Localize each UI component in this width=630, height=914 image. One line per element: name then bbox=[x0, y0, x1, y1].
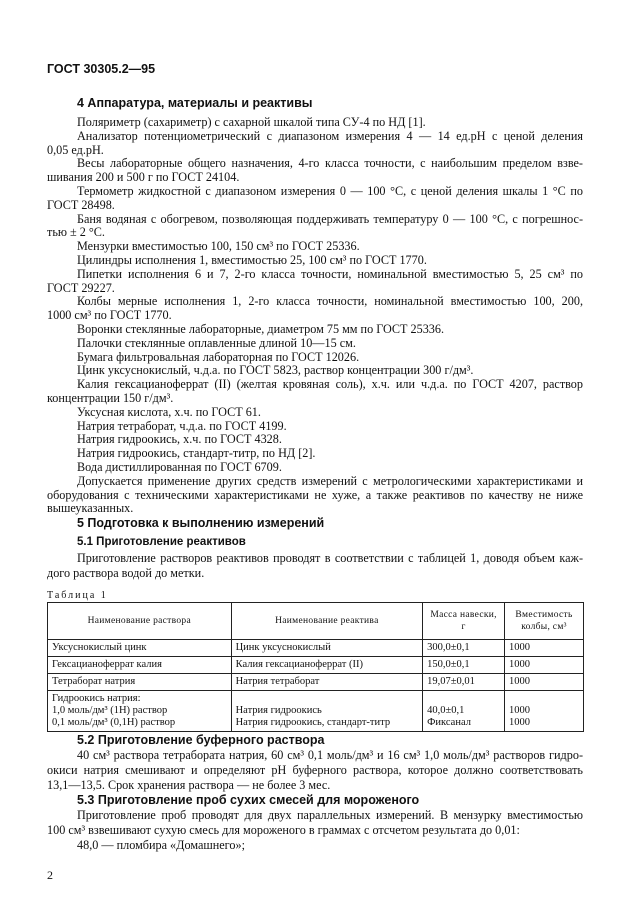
section-4-title: 4 Аппаратура, материалы и реактивы bbox=[77, 96, 313, 110]
text-line: оборудования с техническими характеристиками не хуже, а также реактивов по качеству не ниже bbox=[47, 487, 583, 502]
column-header: Наименование раствора bbox=[48, 603, 232, 640]
document-header: ГОСТ 30305.2—95 bbox=[47, 62, 156, 76]
cell-line: 1000 bbox=[509, 717, 531, 728]
text-line: вышеуказанных. bbox=[47, 501, 134, 516]
text-line: Анализатор потенциометрический с диапазоном измерения 4 — 14 ед.рН с ценой деления bbox=[77, 128, 583, 143]
text-line: окиси натрия смешивают и определяют рН буферного раствора, которое должно соответствовать bbox=[47, 763, 583, 777]
table-cell: Калия гексацианоферрат (II) bbox=[231, 657, 423, 674]
text-line: Весы лабораторные общего назначения, 4-го класса точности, с наибольшим пределом взве- bbox=[77, 156, 583, 171]
table-cell: Уксуснокислый цинк bbox=[48, 640, 232, 657]
cell-line bbox=[427, 693, 500, 705]
table-cell bbox=[505, 691, 584, 732]
table-row bbox=[48, 640, 584, 657]
table-cell bbox=[231, 691, 423, 732]
column-header: Вместимость колбы, см³ bbox=[505, 603, 584, 640]
section-5-title: 5 Подготовка к выполнению измерений bbox=[77, 516, 325, 530]
text-line: Бумага фильтровальная лабораторная по ГОСТ 12026. bbox=[77, 349, 360, 364]
table-cell: 1000 bbox=[505, 657, 584, 674]
text-line: 0,05 ед.рН. bbox=[47, 142, 104, 157]
table-header-row bbox=[48, 603, 584, 640]
text-line: тью ± 2 °С. bbox=[47, 225, 105, 240]
column-header: Масса навески, г bbox=[423, 603, 505, 640]
table-cell: 300,0±0,1 bbox=[423, 640, 505, 657]
text-line: дого раствора водой до метки. bbox=[47, 566, 205, 580]
text-line: 40 см³ раствора тетрабората натрия, 60 см³ 0,1 моль/дм³ и 16 см³ 1,0 моль/дм³ растворов гидро- bbox=[77, 748, 583, 762]
text-line: Натрия гидроокись, х.ч. по ГОСТ 4328. bbox=[77, 432, 282, 447]
table-cell: 150,0±0,1 bbox=[423, 657, 505, 674]
text-line: Термометр жидкостной с диапазоном измерения 0 — 100 °С, с ценой деления шкалы 1 °С по bbox=[77, 184, 583, 198]
text-line: Баня водяная с обогревом, позволяющая поддерживать температуру 0 — 100 °С, с погрешнос- bbox=[77, 211, 583, 226]
table-row bbox=[48, 657, 584, 674]
text-line: 1000 см³ по ГОСТ 1770. bbox=[47, 308, 172, 323]
text-line: Воронки стеклянные лабораторные, диаметром 75 мм по ГОСТ 25336. bbox=[77, 322, 445, 336]
text-line: Приготовление проб проводят для двух параллельных измерений. В мензурку вместимостью bbox=[77, 808, 583, 822]
text-line: Натрия гидроокись, стандарт-титр, по НД [2]. bbox=[77, 446, 316, 461]
table-cell: Тетраборат натрия bbox=[48, 674, 232, 691]
text-line: ГОСТ 28498. bbox=[47, 197, 115, 212]
reagents-table bbox=[47, 602, 584, 732]
text-line: Вода дистиллированная по ГОСТ 6709. bbox=[77, 460, 282, 474]
text-line: Поляриметр (сахариметр) с сахарной шкалой типа СУ-4 по НД [1]. bbox=[77, 115, 426, 129]
text-line: Палочки стеклянные оплавленные длиной 10—15 см. bbox=[77, 335, 356, 350]
page-number: 2 bbox=[47, 868, 53, 882]
text-line: Пипетки исполнения 6 и 7, 2-го класса точности, номинальной вместимостью 5, 25 см³ по bbox=[77, 266, 583, 281]
cell-line bbox=[236, 693, 419, 705]
text-line: Натрия тетраборат, ч.д.а. по ГОСТ 4199. bbox=[77, 418, 287, 433]
text-line: Колбы мерные исполнения 1, 2-го класса точности, номинальной вместимостью 100, 200, bbox=[77, 294, 583, 309]
table-cell: Гексацианоферрат калия bbox=[48, 657, 232, 674]
cell-line: Гидроокись натрия: bbox=[52, 693, 141, 704]
table-cell: 1000 bbox=[505, 640, 584, 657]
text-line: ГОСТ 29227. bbox=[47, 280, 115, 295]
cell-line: 1000 bbox=[509, 705, 531, 716]
text-line: Цинк уксуснокислый, ч.д.а. по ГОСТ 5823, раствор концентрации 300 г/дм³. bbox=[77, 363, 474, 378]
section-5-3-title: 5.3 Приготовление проб сухих смесей для мороженого bbox=[77, 793, 420, 807]
cell-line: Натрия гидроокись bbox=[235, 705, 322, 716]
table-cell bbox=[48, 691, 232, 732]
text-line: 13,1—13,5. Срок хранения раствора — не более 3 мес. bbox=[47, 778, 331, 792]
table-row bbox=[48, 674, 584, 691]
text-line: шивания 200 и 500 г по ГОСТ 24104. bbox=[47, 170, 240, 185]
text-line: Цилиндры исполнения 1, вместимостью 25, 100 см³ по ГОСТ 1770. bbox=[77, 253, 427, 267]
section-5-2-title: 5.2 Приготовление буферного раствора bbox=[77, 733, 325, 747]
cell-line: 40,0±0,1 bbox=[427, 705, 465, 716]
text-line: 48,0 — пломбира «Домашнего»; bbox=[77, 838, 245, 852]
cell-line: 0,1 моль/дм³ (0,1Н) раствор bbox=[52, 717, 176, 728]
text-line: концентрации 150 г/дм³. bbox=[47, 391, 174, 405]
table-cell bbox=[423, 691, 505, 732]
table-row bbox=[48, 691, 584, 732]
table-cell: Натрия тетраборат bbox=[231, 674, 423, 691]
column-header: Наименование реактива bbox=[231, 603, 423, 640]
cell-line: Фиксанал bbox=[427, 717, 471, 728]
text-line: Приготовление растворов реактивов проводят в соответствии с таблицей 1, доводя объем каж- bbox=[77, 551, 583, 565]
cell-line bbox=[509, 693, 579, 705]
text-line: Калия гексацианоферрат (II) (желтая кровяная соль), х.ч. или ч.д.а. по ГОСТ 4207, раствор bbox=[77, 377, 583, 392]
table-cell: Цинк уксуснокислый bbox=[231, 640, 423, 657]
cell-line: 1,0 моль/дм³ (1Н) раствор bbox=[52, 705, 168, 716]
text-line: 100 см³ взвешивают сухую смесь для мороженого в граммах с отсчетом результата до 0,01: bbox=[47, 823, 520, 837]
table-caption: Таблица 1 bbox=[47, 590, 108, 601]
text-line: Уксусная кислота, х.ч. по ГОСТ 61. bbox=[77, 404, 261, 419]
text-line: Допускается применение других средств измерений с метрологическими характеристиками и bbox=[77, 473, 583, 488]
text-line: Мензурки вместимостью 100, 150 см³ по ГОСТ 25336. bbox=[77, 239, 360, 254]
cell-line: Натрия гидроокись, стандарт-титр bbox=[235, 717, 391, 728]
table-cell: 19,07±0,01 bbox=[423, 674, 505, 691]
section-5-1-title: 5.1 Приготовление реактивов bbox=[77, 536, 246, 548]
table-cell: 1000 bbox=[505, 674, 584, 691]
